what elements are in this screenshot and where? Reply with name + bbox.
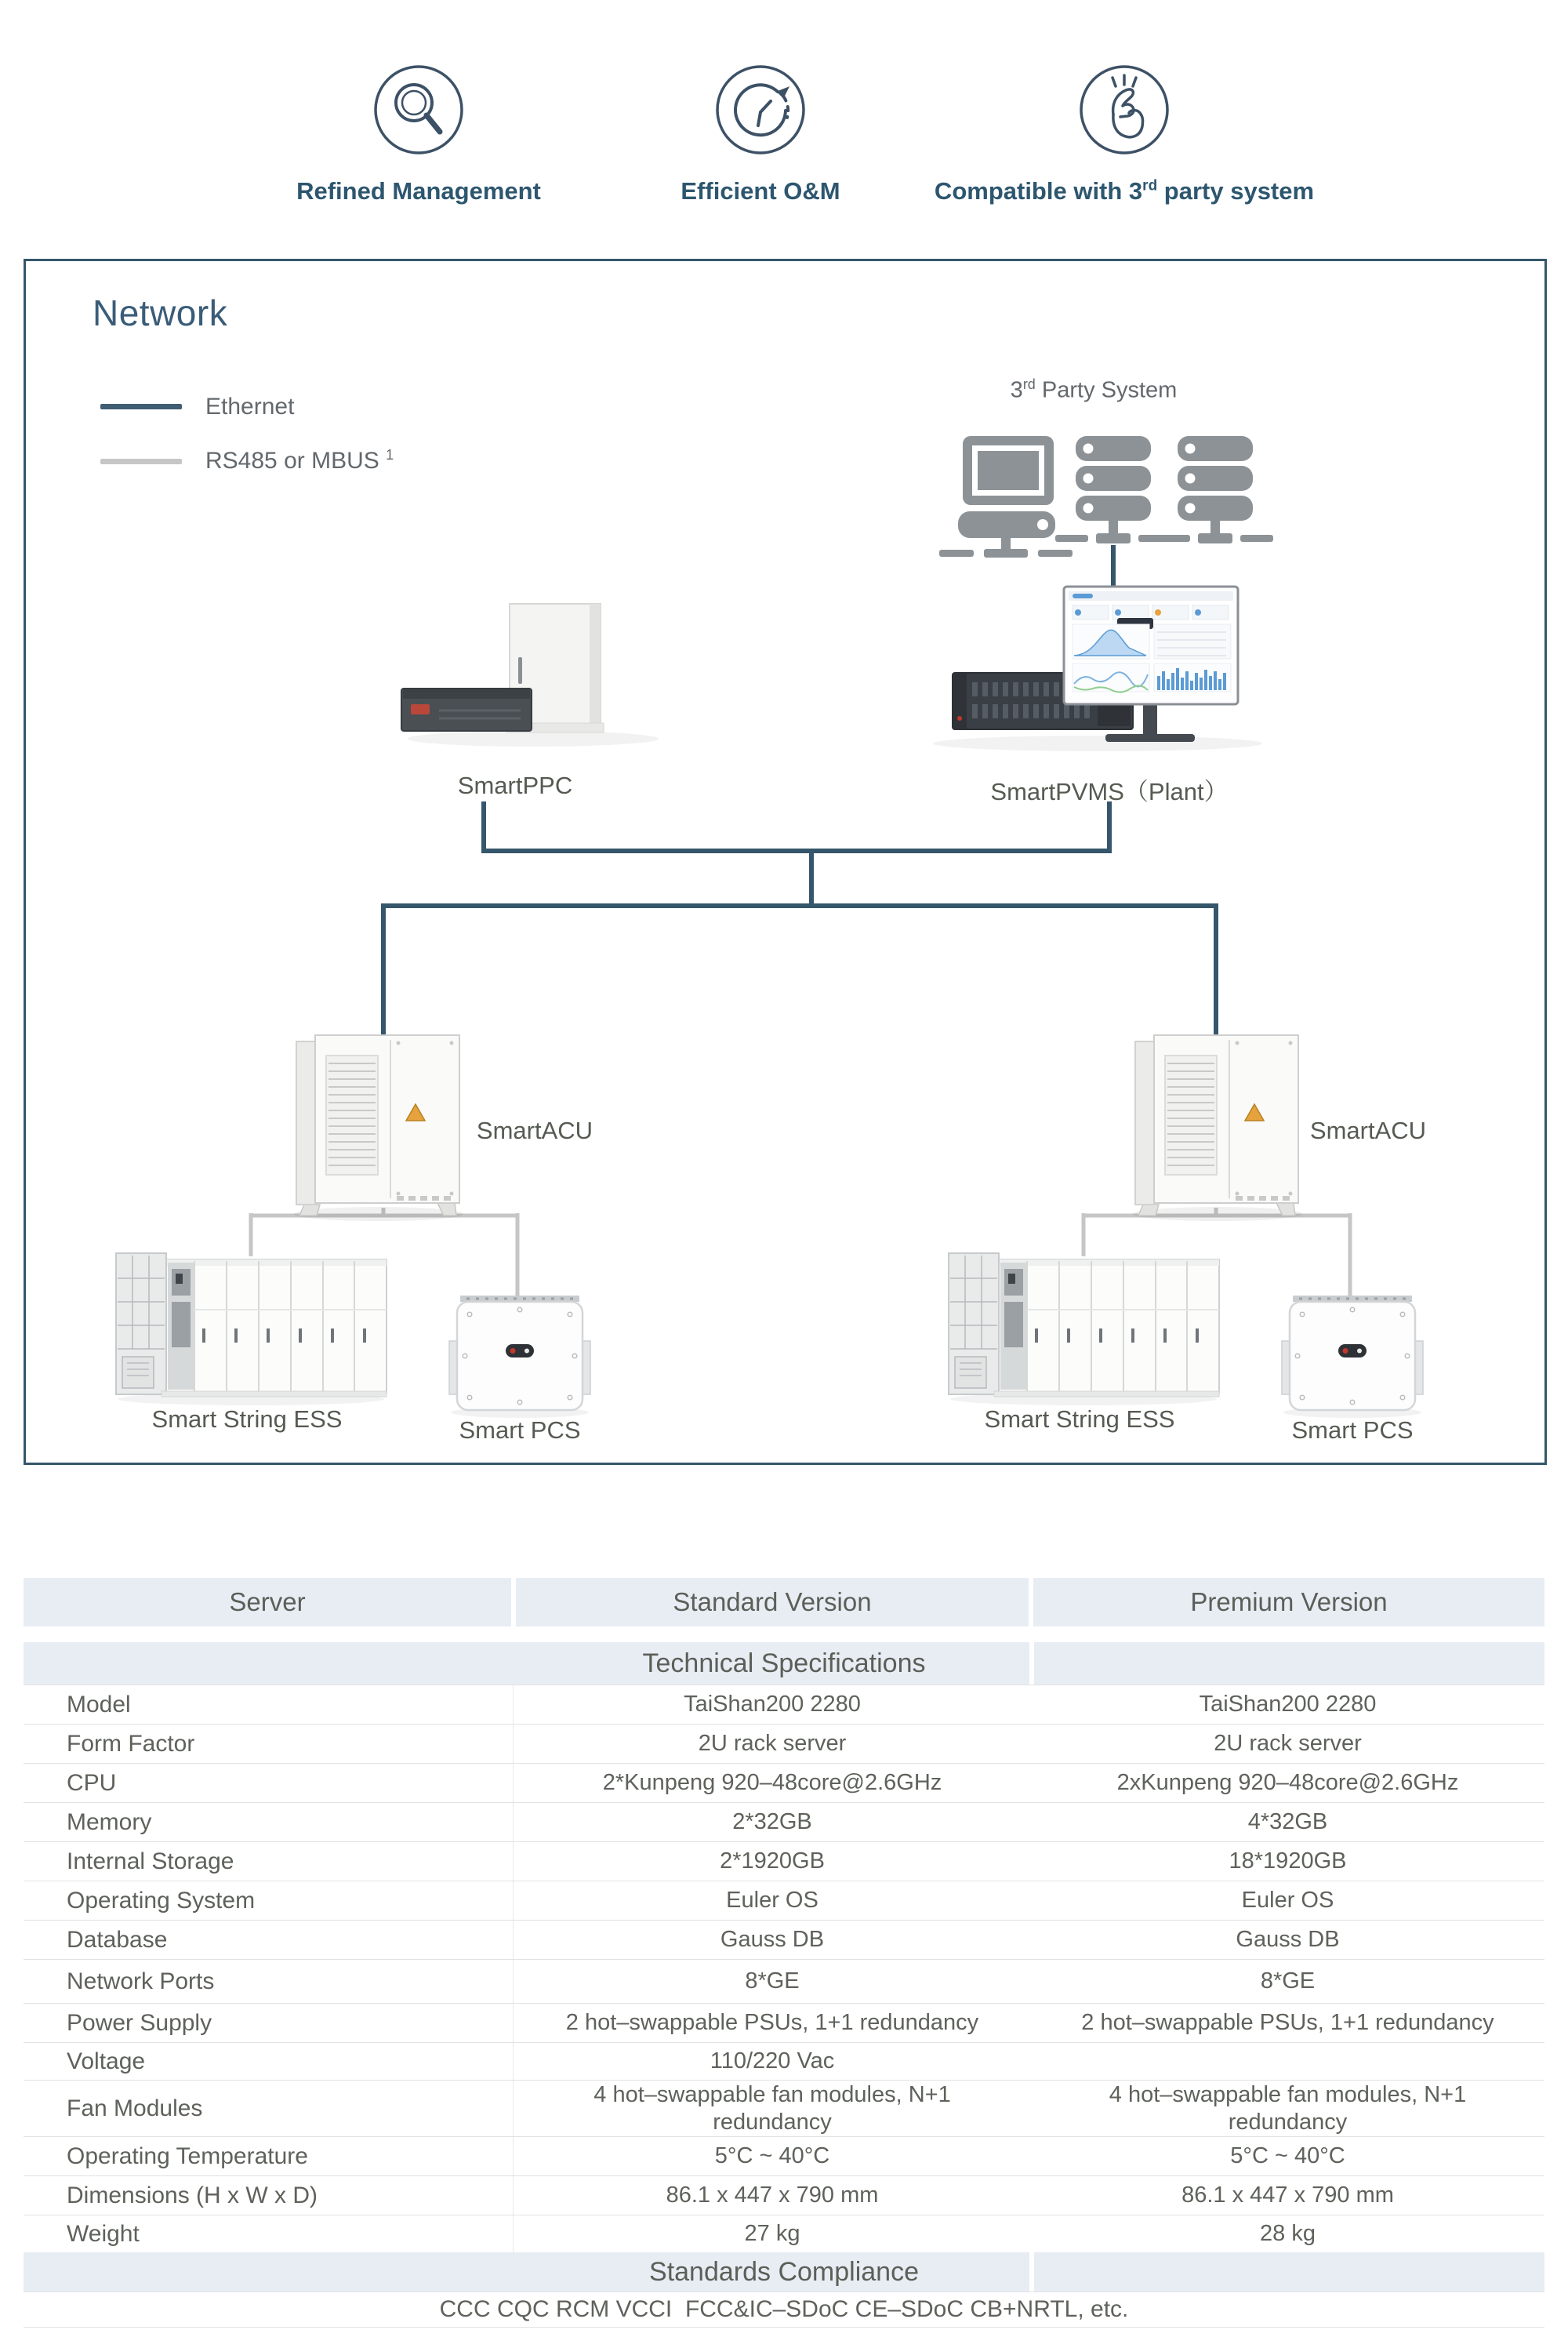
table-row: Operating Temperature 5°C ~ 40°C 5°C ~ 40°C xyxy=(24,2136,1544,2175)
spec-label: Power Supply xyxy=(24,2004,514,2042)
ess-right-label: Smart String ESS xyxy=(984,1405,1175,1433)
legend-ethernet: Ethernet xyxy=(205,394,295,420)
smartppc-label: SmartPPC xyxy=(457,772,573,799)
table-header-premium: Premium Version xyxy=(1033,1578,1544,1626)
table-row: Voltage 110/220 Vac xyxy=(24,2042,1544,2080)
feature-efficient-label: Efficient O&M xyxy=(681,177,840,205)
table-header-server: Server xyxy=(24,1578,511,1626)
band-gap xyxy=(1029,1642,1034,1685)
third-party-system-label: 3rd Party System xyxy=(1010,376,1178,403)
spec-label: Model xyxy=(24,1685,514,1724)
pcs-right-art xyxy=(1282,1296,1423,1418)
table-row: Database Gauss DB Gauss DB xyxy=(24,1920,1544,1959)
smartacu-left-label: SmartACU xyxy=(476,1117,593,1144)
table-row: Internal Storage 2*1920GB 18*1920GB xyxy=(24,1841,1544,1881)
table-row: Network Ports 8*GE 8*GE xyxy=(24,1959,1544,2003)
feature-refined-label: Refined Management xyxy=(296,177,541,205)
network-title: Network xyxy=(93,293,228,333)
spec-label: Database xyxy=(24,1921,514,1959)
spec-label: Fan Modules xyxy=(24,2081,514,2136)
smartpvms-label: SmartPVMS（Plant） xyxy=(990,778,1229,805)
pcs-left-art xyxy=(449,1296,590,1418)
table-row: Power Supply 2 hot–swappable PSUs, 1+1 redundancy 2 hot–swappable PSUs, 1+1 redundancy xyxy=(24,2003,1544,2042)
third-party-devices-icon xyxy=(939,436,1273,558)
spec-label: Operating System xyxy=(24,1881,514,1920)
table-row: Form Factor 2U rack server 2U rack server xyxy=(24,1724,1544,1763)
smartacu-right-label: SmartACU xyxy=(1309,1117,1427,1144)
table-row: CPU 2*Kunpeng 920–48core@2.6GHz 2xKunpeng 920–48core@2.6GHz xyxy=(24,1763,1544,1802)
table-row: Dimensions (H x W x D) 86.1 x 447 x 790 mm 86.1 x 447 x 790 mm xyxy=(24,2175,1544,2215)
table-row: Fan Modules 4 hot–swappable fan modules, N+1 redundancy 4 hot–swappable fan modules, N+1 redundancy xyxy=(24,2080,1544,2136)
spec-label: Network Ports xyxy=(24,1960,514,2003)
spec-label: Form Factor xyxy=(24,1725,514,1763)
smartppc-device-art xyxy=(401,604,659,747)
spec-label: Dimensions (H x W x D) xyxy=(24,2176,514,2215)
table-row: Operating System Euler OS Euler OS xyxy=(24,1881,1544,1920)
smartpvms-device-art xyxy=(933,587,1262,751)
table-row: Memory 2*32GB 4*32GB xyxy=(24,1802,1544,1841)
table-header-standard: Standard Version xyxy=(516,1578,1029,1626)
spec-label: Operating Temperature xyxy=(24,2137,514,2175)
ess-left-label: Smart String ESS xyxy=(151,1405,343,1433)
smartacu-left-art xyxy=(294,1035,463,1221)
spec-label: Voltage xyxy=(24,2043,514,2080)
pcs-left-label: Smart PCS xyxy=(459,1416,581,1444)
compliance-standards-text: CCC CQC RCM VCCI FCC&IC–SDoC CE–SDoC CB+NRTL, etc. xyxy=(24,2292,1544,2328)
ess-left-art xyxy=(116,1253,387,1405)
legend-rs485: RS485 or MBUS $^1$ xyxy=(205,447,394,474)
feature-compatible-label: Compatible with 3rd party system xyxy=(934,177,1315,205)
pcs-right-label: Smart PCS xyxy=(1291,1416,1414,1444)
section-standards-compliance: Standards Compliance xyxy=(24,2252,1544,2292)
smartacu-right-art xyxy=(1133,1035,1302,1221)
table-row: Model TaiShan200 2280 TaiShan200 2280 xyxy=(24,1685,1544,1724)
table-row: Weight 27 kg 28 kg xyxy=(24,2215,1544,2252)
spec-label: Memory xyxy=(24,1803,514,1841)
spec-label: Weight xyxy=(24,2215,514,2252)
spec-label: Internal Storage xyxy=(24,1842,514,1881)
section-technical-specifications: Technical Specifications xyxy=(24,1642,1544,1685)
spec-label: CPU xyxy=(24,1764,514,1802)
band-gap xyxy=(1029,2252,1034,2292)
ess-right-art xyxy=(949,1253,1219,1405)
